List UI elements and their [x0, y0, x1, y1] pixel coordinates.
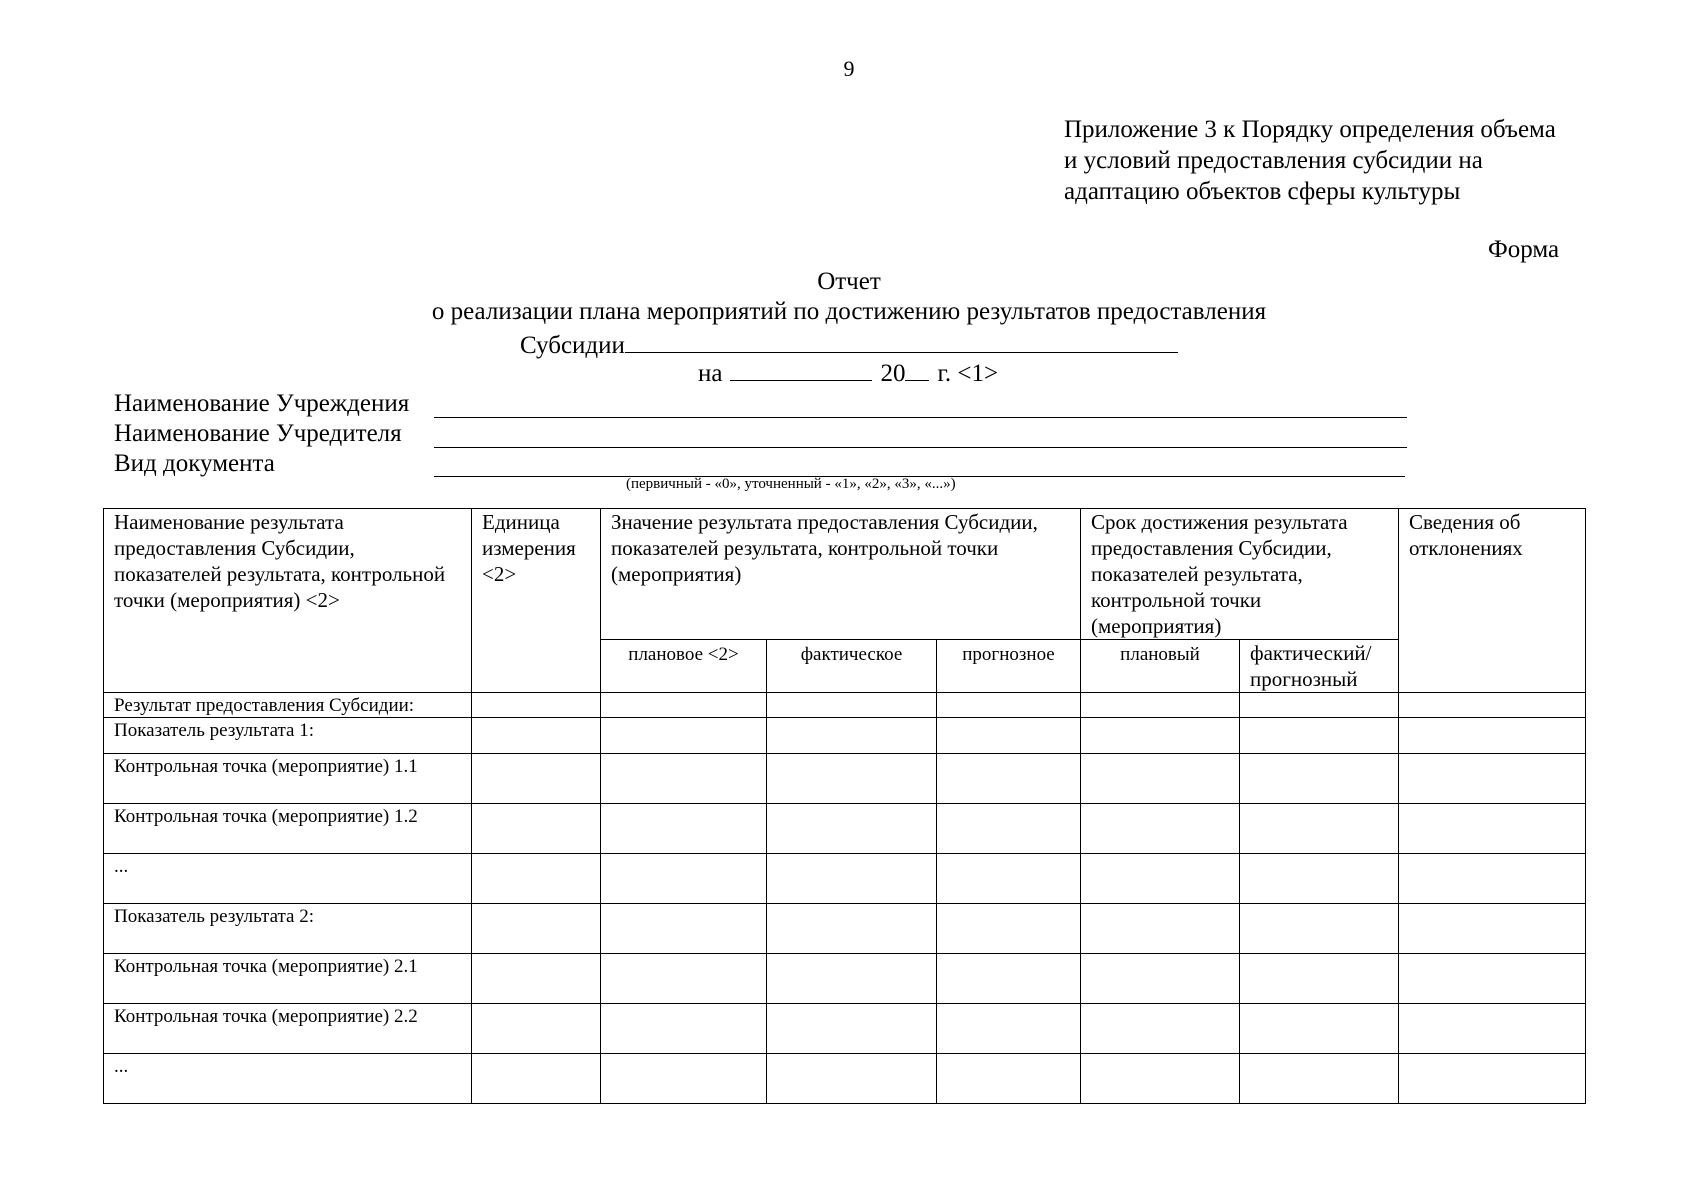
- table-cell[interactable]: [1240, 954, 1399, 1004]
- date-year: 20: [880, 360, 906, 387]
- table-row: [104, 1054, 1586, 1104]
- table-cell[interactable]: [1240, 854, 1399, 904]
- table-cell[interactable]: [601, 804, 767, 854]
- table-cell[interactable]: [472, 718, 601, 754]
- table-cell[interactable]: [1081, 954, 1240, 1004]
- table-cell[interactable]: [767, 1054, 937, 1104]
- row-label: Результат предоставления Субсидии:: [104, 693, 472, 718]
- doc-type-label: Вид документа: [114, 450, 275, 477]
- table-cell[interactable]: [1399, 754, 1586, 804]
- table-cell[interactable]: [601, 1054, 767, 1104]
- row-label: Показатель результата 1:: [104, 718, 472, 754]
- table-cell[interactable]: [937, 804, 1081, 854]
- table-cell[interactable]: [601, 854, 767, 904]
- header-unit: Единица измерения <2>: [472, 509, 601, 693]
- date-line: [698, 358, 998, 388]
- table-cell[interactable]: [1240, 904, 1399, 954]
- header-term: Срок достижения результата предоставления Субсидии, показателей результата, контрольной точки (мероприятия): [1081, 509, 1399, 640]
- table-cell[interactable]: [1081, 804, 1240, 854]
- table-cell[interactable]: [1399, 854, 1586, 904]
- table-cell[interactable]: [1081, 904, 1240, 954]
- table-cell[interactable]: [937, 718, 1081, 754]
- date-prefix: на: [698, 360, 723, 387]
- table-cell[interactable]: [937, 904, 1081, 954]
- table-row: [104, 854, 1586, 904]
- table-cell[interactable]: [767, 854, 937, 904]
- table-cell[interactable]: [601, 693, 767, 718]
- table-cell[interactable]: [1081, 693, 1240, 718]
- table-cell[interactable]: [472, 804, 601, 854]
- subsidy-blank[interactable]: [625, 328, 1178, 353]
- table-cell[interactable]: [937, 854, 1081, 904]
- table-cell[interactable]: [1240, 1054, 1399, 1104]
- table-cell[interactable]: [1399, 904, 1586, 954]
- table-cell[interactable]: [767, 904, 937, 954]
- row-label: Показатель результата 2:: [104, 904, 472, 954]
- table-cell[interactable]: [937, 754, 1081, 804]
- table-cell[interactable]: [601, 954, 767, 1004]
- row-label: Контрольная точка (мероприятие) 1.1: [104, 754, 472, 804]
- founder-label: Наименование Учредителя: [114, 420, 402, 447]
- table-cell[interactable]: [601, 718, 767, 754]
- table-cell[interactable]: [1399, 718, 1586, 754]
- appendix-line-1: Приложение 3 к Порядку определения объема: [1064, 116, 1556, 143]
- appendix-note: [1064, 114, 1556, 207]
- subheader-forecast-value: прогнозное: [937, 640, 1081, 693]
- table-cell[interactable]: [1240, 718, 1399, 754]
- table-cell[interactable]: [767, 1004, 937, 1054]
- subsidy-label: Субсидии: [520, 332, 625, 359]
- table-cell[interactable]: [472, 854, 601, 904]
- table-cell[interactable]: [767, 693, 937, 718]
- table-cell[interactable]: [1399, 1004, 1586, 1054]
- table-cell[interactable]: [937, 1054, 1081, 1104]
- row-label: ...: [104, 1054, 472, 1104]
- table-row: [104, 804, 1586, 854]
- table-cell[interactable]: [1240, 754, 1399, 804]
- subsidy-line: [520, 328, 1178, 360]
- table-cell[interactable]: [937, 1004, 1081, 1054]
- table-cell[interactable]: [601, 904, 767, 954]
- table-cell[interactable]: [1240, 693, 1399, 718]
- table-row: [104, 754, 1586, 804]
- table-row: [104, 718, 1586, 754]
- table-cell[interactable]: [601, 754, 767, 804]
- table-cell[interactable]: [472, 1054, 601, 1104]
- institution-blank[interactable]: [434, 417, 1407, 418]
- table-cell[interactable]: [1081, 718, 1240, 754]
- table-cell[interactable]: [1081, 1004, 1240, 1054]
- header-name: Наименование результата предоставления Субсидии, показателей результата, контрольной точки (мероприятия) <2>: [104, 509, 472, 693]
- subheader-actual-value: фактическое: [767, 640, 937, 693]
- date-blank[interactable]: [730, 358, 872, 381]
- table-cell[interactable]: [472, 904, 601, 954]
- appendix-line-3: адаптацию объектов сферы культуры: [1064, 178, 1461, 205]
- header-deviations: Сведения об отклонениях: [1399, 509, 1586, 693]
- row-label: Контрольная точка (мероприятие) 2.1: [104, 954, 472, 1004]
- table-cell[interactable]: [937, 693, 1081, 718]
- institution-label: Наименование Учреждения: [114, 390, 410, 417]
- table-cell[interactable]: [472, 1004, 601, 1054]
- table-cell[interactable]: [767, 718, 937, 754]
- table-row: [104, 693, 1586, 718]
- appendix-line-2: и условий предоставления субсидии на: [1064, 147, 1483, 174]
- table-cell[interactable]: [767, 954, 937, 1004]
- row-label: Контрольная точка (мероприятие) 2.2: [104, 1004, 472, 1054]
- table-cell[interactable]: [1081, 1054, 1240, 1104]
- subheader-planned-term: плановый: [1081, 640, 1240, 693]
- table-row: [104, 954, 1586, 1004]
- report-table: [103, 508, 1586, 1104]
- date-suffix: г. <1>: [937, 360, 999, 387]
- table-cell[interactable]: [1081, 854, 1240, 904]
- table-cell[interactable]: [937, 954, 1081, 1004]
- table-cell[interactable]: [767, 804, 937, 854]
- founder-blank[interactable]: [434, 447, 1407, 448]
- table-row: [104, 1004, 1586, 1054]
- table-cell[interactable]: [1399, 954, 1586, 1004]
- table-cell[interactable]: [1081, 754, 1240, 804]
- table-cell[interactable]: [1399, 1054, 1586, 1104]
- doc-type-hint: (первичный - «0», уточненный - «1», «2», «3», «...»): [626, 476, 956, 492]
- table-cell[interactable]: [1240, 1004, 1399, 1054]
- table-cell[interactable]: [767, 754, 937, 804]
- subheader-planned-value: плановое <2>: [601, 640, 767, 693]
- year-blank[interactable]: [905, 358, 929, 381]
- subheader-actual-term: фактический/ прогнозный: [1240, 640, 1399, 693]
- table-cell[interactable]: [601, 1004, 767, 1054]
- table-cell[interactable]: [1240, 804, 1399, 854]
- table-cell[interactable]: [472, 954, 601, 1004]
- report-subtitle: о реализации плана мероприятий по достижению результатов предоставления: [431, 298, 1267, 325]
- report-title: Отчет: [817, 268, 881, 295]
- header-value: Значение результата предоставления Субсидии, показателей результата, контрольной точки (мероприятия): [601, 509, 1081, 640]
- row-label: Контрольная точка (мероприятие) 1.2: [104, 804, 472, 854]
- row-label: ...: [104, 854, 472, 904]
- table-cell[interactable]: [472, 754, 601, 804]
- table-row: [104, 904, 1586, 954]
- table-cell[interactable]: [1399, 693, 1586, 718]
- table-cell[interactable]: [1399, 804, 1586, 854]
- page-number: 9: [843, 56, 855, 81]
- form-label: Форма: [1488, 236, 1560, 263]
- table-cell[interactable]: [472, 693, 601, 718]
